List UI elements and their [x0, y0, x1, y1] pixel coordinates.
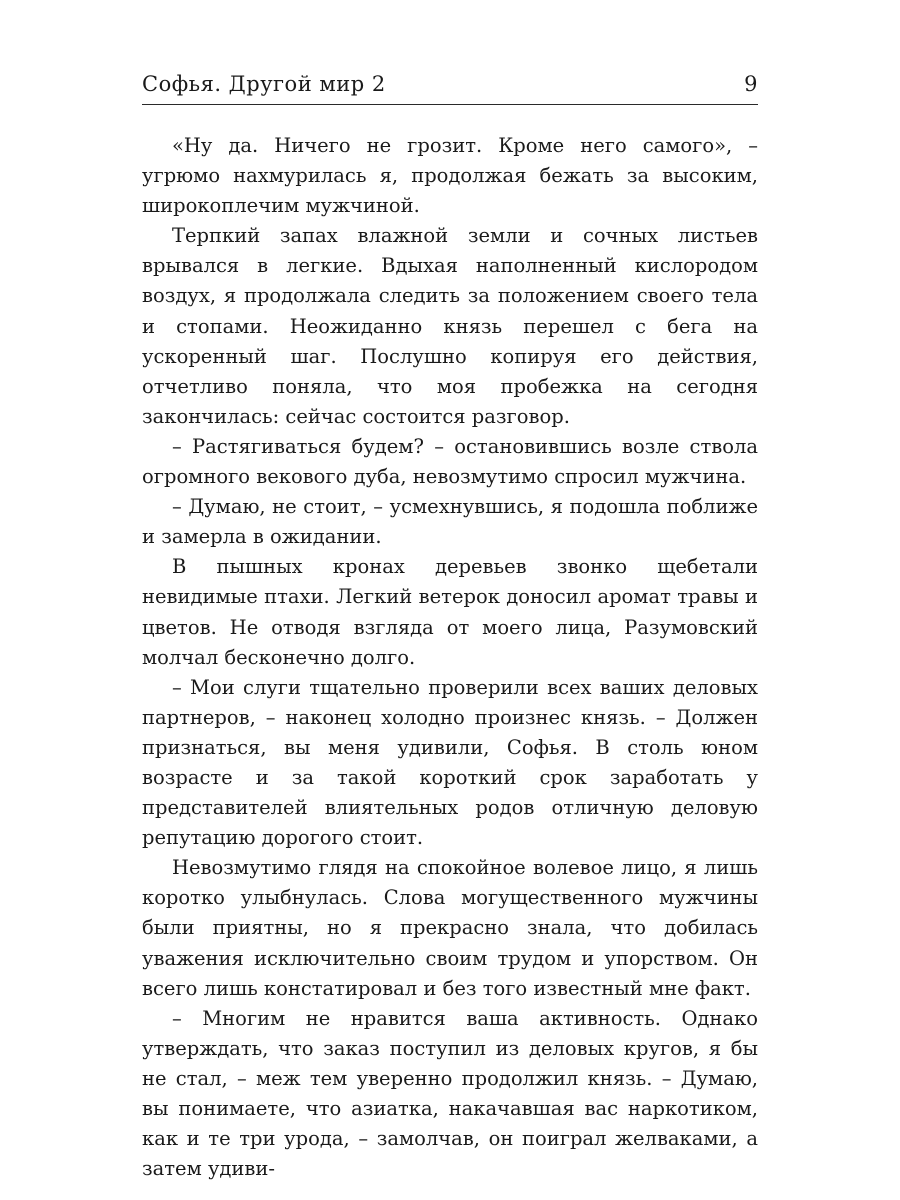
paragraph: – Растягиваться будем? – остановившись возле ствола огромного векового дуба, невозмутимо спросил мужчина.	[142, 434, 758, 489]
book-page	[142, 64, 758, 1184]
body-text	[142, 131, 758, 1184]
paragraph: – Думаю, не стоит, – усмехнувшись, я подошла поближе и замерла в ожидании.	[142, 495, 758, 549]
book-title: Софья. Другой мир 2	[142, 72, 386, 96]
page-number: 9	[744, 72, 758, 96]
running-header	[142, 64, 758, 105]
paragraph: В пышных кронах деревьев звонко щебетали невидимые птахи. Легкий ветерок доносил аромат травы и цветов. Не отводя взгляда от моего лица, Разумовский молчал бесконечно долго.	[142, 555, 758, 669]
paragraph: – Многим не нравится ваша активность. Однако утверждать, что заказ поступил из деловых кругов, я бы не стал, – меж тем уверенно продолжил князь. – Думаю, вы понимаете, что азиатка, накачавшая вас наркотиком, как и те три урода, – замолчав, он поиграл желваками, а затем удиви-	[142, 1006, 758, 1181]
paragraph: – Мои слуги тщательно проверили всех ваших деловых партнеров, – наконец холодно произнес князь. – Должен признаться, вы меня удивили, Софья. В столь юном возрасте и за такой короткий срок заработать у представителей влиятельных родов отличную деловую репутацию дорогого стоит.	[142, 675, 758, 850]
paragraph: Невозмутимо глядя на спокойное волевое лицо, я лишь коротко улыбнулась. Слова могущественного мужчины были приятны, но я прекрасно знала, что добилась уважения исключительно своим трудом и упорством. Он всего лишь констатировал и без того известный мне факт.	[142, 856, 758, 1000]
paragraph: «Ну да. Ничего не грозит. Кроме него самого», – угрюмо нахмурилась я, продолжая бежать за высоким, широкоплечим мужчиной.	[142, 134, 758, 218]
paragraph: Терпкий запах влажной земли и сочных листьев врывался в легкие. Вдыхая наполненный кислородом воздух, я продолжала следить за положением своего тела и стопами. Неожиданно князь перешел с бега на ускоренный шаг. Послушно копируя его действия, отчетливо поняла, что моя пробежка на сегодня закончилась: сейчас состоится разговор.	[142, 224, 758, 428]
